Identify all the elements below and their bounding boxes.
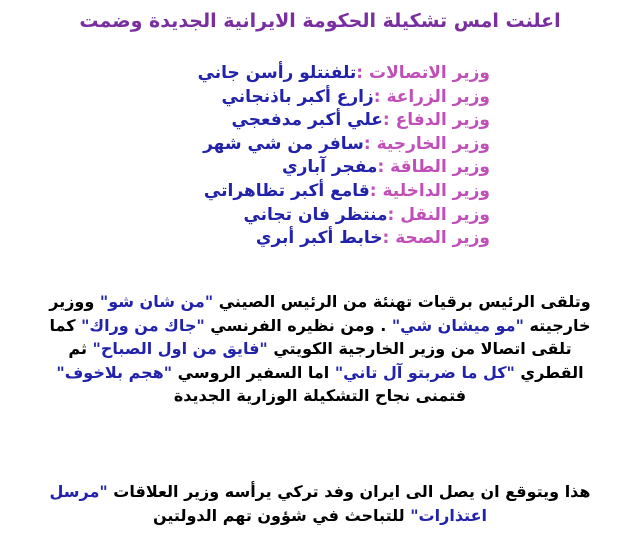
minister-role: وزير الصحة [395, 228, 490, 249]
minister-row: وزير الاتصالات :تلفنتلو رأسن جاني [197, 63, 490, 83]
quoted-name: "هجم بلاخوف" [56, 362, 173, 382]
minister-name: خابط أكبر أبري [255, 228, 383, 249]
ministers-list [170, 62, 490, 251]
quoted-name: "من شان شو" [99, 292, 214, 311]
minister-row: وزير الداخلية :قامع أكبر تظاهراتي [203, 180, 490, 201]
minister-name: سافر من شي شهر [203, 133, 364, 154]
delegation-paragraph: هذا ويتوقع ان يصل الى ايران وفد تركي يرأسه وزير العلاقات "مرسل اعتذارات" للتباحث في شؤون تهم الدولتين [49, 482, 591, 525]
minister-row: وزير الدفاع :علي أكبر مدفعجي [231, 110, 490, 131]
minister-role: وزير الاتصالات [369, 63, 490, 83]
minister-role: وزير الزراعة [386, 86, 490, 107]
quoted-name: "مرسل اعتذارات" [49, 482, 487, 525]
minister-name: منتظر فان تجاني [243, 204, 388, 225]
minister-name: قامع أكبر تظاهراتي [203, 180, 370, 201]
quoted-name: "جاك من وراك" [81, 315, 205, 335]
minister-name: زارع أكبر باذنجاني [221, 86, 374, 107]
minister-row: وزير الصحة :خابط أكبر أبري [255, 228, 490, 249]
minister-role: وزير النقل [400, 204, 490, 225]
minister-name: تلفنتلو رأسن جاني [197, 63, 357, 83]
minister-row: وزير الخارجية :سافر من شي شهر [203, 133, 490, 154]
minister-role: وزير الخارجية [376, 133, 490, 154]
minister-role: وزير الدفاع [395, 110, 490, 131]
quoted-name: "فايق من اول الصباح" [92, 339, 268, 358]
minister-name: علي أكبر مدفعجي [231, 110, 383, 131]
minister-name: مفجر آباري [281, 157, 378, 178]
congratulations-paragraph: وتلقى الرئيس برقيات تهنئة من الرئيس الصيني "من شان شو" ووزير خارجيته "مو ميشان شي" . ومن نظيره الفرنسي "جاك من وراك" كما تلقى اتصالا من وزير الخارجية الكويتي "فايق من اول الصباح" ثم القطري "كل ما ضربتو آل تاني" اما السفير الروسي "هجم بلاخوف" فتمنى نجاح التشكيلة الوزارية الجديدة [49, 292, 591, 405]
quoted-name: "مو ميشان شي" [391, 315, 524, 335]
minister-row: وزير النقل :منتظر فان تجاني [243, 204, 490, 225]
minister-role: وزير الداخلية [382, 180, 490, 201]
minister-role: وزير الطاقة [390, 157, 490, 178]
minister-row: وزير الزراعة :زارع أكبر باذنجاني [221, 86, 490, 107]
minister-row: وزير الطاقة :مفجر آباري [281, 157, 490, 178]
page-title: اعلنت امس تشكيلة الحكومة الايرانية الجديدة وضمت [79, 10, 561, 32]
quoted-name: "كل ما ضربتو آل تاني" [334, 362, 515, 382]
